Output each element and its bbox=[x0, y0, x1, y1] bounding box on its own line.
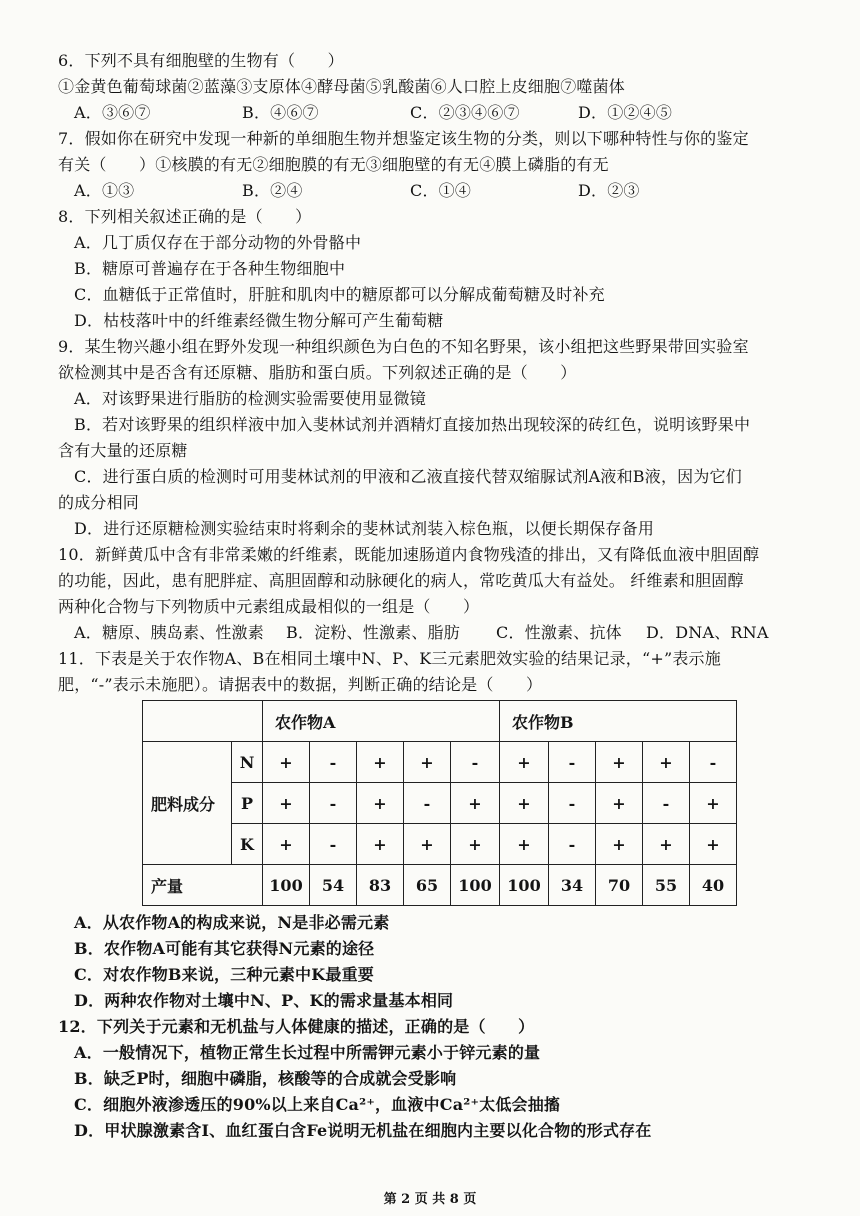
q12-option-a[interactable]: A．一般情况下，植物正常生长过程中所需钾元素小于锌元素的量 bbox=[74, 1043, 541, 1062]
q10-option-d[interactable]: D．DNA、RNA bbox=[646, 623, 769, 642]
q10-option-a[interactable]: A．糖原、胰岛素、性激素 bbox=[74, 623, 264, 642]
q9-option-a[interactable]: A．对该野果进行脂肪的检测实验需要使用显微镜 bbox=[74, 389, 426, 408]
q11-option-c[interactable]: C．对农作物B来说，三种元素中K最重要 bbox=[74, 965, 374, 984]
q11-table-wrapper bbox=[142, 700, 830, 906]
table-cell: - bbox=[451, 742, 500, 783]
table-cell: - bbox=[549, 783, 596, 824]
q7-option-c[interactable]: C．①④ bbox=[410, 181, 472, 200]
q8-option-d[interactable]: D．枯枝落叶中的纤维素经微生物分解可产生葡萄糖 bbox=[74, 311, 444, 330]
q8-option-c[interactable]: C．血糖低于正常值时，肝脏和肌肉中的糖原都可以分解成葡萄糖及时补充 bbox=[74, 285, 605, 304]
table-corner-cell bbox=[143, 701, 263, 742]
q10-stem-3: 两种化合物与下列物质中元素组成最相似的一组是（ ） bbox=[58, 597, 480, 616]
q10-stem-1: 10．新鲜黄瓜中含有非常柔嫩的纤维素，既能加速肠道内食物残渣的排出，又有降低血液中胆固醇 bbox=[58, 545, 760, 564]
q11-option-d[interactable]: D．两种农作物对土壤中N、P、K的需求量基本相同 bbox=[74, 991, 454, 1010]
table-cell: + bbox=[357, 742, 404, 783]
q7-stem-1: 7．假如你在研究中发现一种新的单细胞生物并想鉴定该生物的分类，则以下哪种特性与你的鉴定 bbox=[58, 129, 749, 148]
yield-cell: 100 bbox=[451, 865, 500, 906]
table-cell: + bbox=[404, 824, 451, 865]
q9-option-c-2: 的成分相同 bbox=[58, 493, 140, 512]
table-cell: + bbox=[263, 742, 310, 783]
table-row bbox=[143, 824, 737, 865]
page-footer: 第 2 页 共 8 页 bbox=[383, 1192, 477, 1207]
q10-option-c[interactable]: C．性激素、抗体 bbox=[496, 623, 622, 642]
table-row bbox=[143, 783, 737, 824]
q7-stem-2: 有关（ ）①核膜的有无②细胞膜的有无③细胞壁的有无④膜上磷脂的有无 bbox=[58, 155, 609, 174]
nutrient-k: K bbox=[232, 824, 263, 865]
q12-option-d[interactable]: D．甲状腺激素含I、血红蛋白含Fe说明无机盐在细胞内主要以化合物的形式存在 bbox=[74, 1121, 652, 1140]
q12-option-b[interactable]: B．缺乏P时，细胞中磷脂，核酸等的合成就会受影响 bbox=[74, 1069, 457, 1088]
q7-options bbox=[58, 178, 830, 204]
yield-cell: 65 bbox=[404, 865, 451, 906]
q10-options bbox=[58, 620, 830, 646]
q11-stem-1: 11．下表是关于农作物A、B在相同土壤中N、P、K三元素肥效实验的结果记录，“+”表示施 bbox=[58, 649, 721, 668]
table-cell: + bbox=[596, 824, 643, 865]
q9-option-c-1[interactable]: C．进行蛋白质的检测时可用斐林试剂的甲液和乙液直接代替双缩脲试剂A液和B液，因为它们 bbox=[74, 467, 742, 486]
q6-option-a[interactable]: A．③⑥⑦ bbox=[74, 103, 151, 122]
q7-option-d[interactable]: D．②③ bbox=[578, 181, 640, 200]
table-cell: + bbox=[596, 783, 643, 824]
table-cell: - bbox=[690, 742, 737, 783]
q8-stem: 8．下列相关叙述正确的是（ ） bbox=[58, 207, 312, 226]
yield-cell: 55 bbox=[643, 865, 690, 906]
q7-option-b[interactable]: B．②④ bbox=[242, 181, 303, 200]
q6-stem: 6．下列不具有细胞壁的生物有（ ） bbox=[58, 51, 344, 70]
q9-option-d[interactable]: D．进行还原糖检测实验结束时将剩余的斐林试剂装入棕色瓶，以便长期保存备用 bbox=[74, 519, 655, 538]
fertilizer-results-table bbox=[142, 700, 737, 906]
q6-items: ①金黄色葡萄球菌②蓝藻③支原体④酵母菌⑤乳酸菌⑥人口腔上皮细胞⑦噬菌体 bbox=[58, 77, 626, 96]
table-cell: - bbox=[310, 742, 357, 783]
yield-cell: 40 bbox=[690, 865, 737, 906]
q11-option-b[interactable]: B．农作物A可能有其它获得N元素的途径 bbox=[74, 939, 375, 958]
table-cell: + bbox=[357, 824, 404, 865]
q11-option-a[interactable]: A．从农作物A的构成来说，N是非必需元素 bbox=[74, 913, 390, 932]
table-cell: + bbox=[404, 742, 451, 783]
yield-cell: 100 bbox=[500, 865, 549, 906]
q12-option-c[interactable]: C．细胞外液渗透压的90%以上来自Ca²⁺，血液中Ca²⁺太低会抽搐 bbox=[74, 1095, 561, 1114]
table-cell: - bbox=[310, 824, 357, 865]
q6-option-b[interactable]: B．④⑥⑦ bbox=[242, 103, 319, 122]
yield-cell: 54 bbox=[310, 865, 357, 906]
yield-cell: 100 bbox=[263, 865, 310, 906]
exam-page bbox=[58, 40, 830, 1144]
crop-b-header: 农作物B bbox=[500, 701, 737, 742]
q8-option-b[interactable]: B．糖原可普遍存在于各种生物细胞中 bbox=[74, 259, 346, 278]
q9-option-b-2: 含有大量的还原糖 bbox=[58, 441, 188, 460]
q9-stem-2: 欲检测其中是否含有还原糖、脂肪和蛋白质。下列叙述正确的是（ ） bbox=[58, 363, 577, 382]
q6-option-d[interactable]: D．①②④⑤ bbox=[578, 103, 673, 122]
table-cell: - bbox=[549, 742, 596, 783]
q7-option-a[interactable]: A．①③ bbox=[74, 181, 135, 200]
q11-stem-2: 肥，“-”表示未施肥）。请据表中的数据，判断正确的结论是（ ） bbox=[58, 675, 543, 694]
yield-cell: 70 bbox=[596, 865, 643, 906]
table-cell: + bbox=[263, 824, 310, 865]
yield-row bbox=[143, 865, 737, 906]
q6-option-c[interactable]: C．②③④⑥⑦ bbox=[410, 103, 520, 122]
table-cell: + bbox=[500, 783, 549, 824]
crop-a-header: 农作物A bbox=[263, 701, 500, 742]
table-cell: + bbox=[451, 824, 500, 865]
table-cell: + bbox=[451, 783, 500, 824]
q9-option-b-1[interactable]: B．若对该野果的组织样液中加入斐林试剂并酒精灯直接加热出现较深的砖红色，说明该野果中 bbox=[74, 415, 751, 434]
q12-stem: 12．下列关于元素和无机盐与人体健康的描述，正确的是（ ） bbox=[58, 1017, 535, 1036]
q8-option-a[interactable]: A．几丁质仅存在于部分动物的外骨骼中 bbox=[74, 233, 362, 252]
table-cell: + bbox=[643, 742, 690, 783]
table-cell: + bbox=[357, 783, 404, 824]
table-row bbox=[143, 742, 737, 783]
table-cell: - bbox=[404, 783, 451, 824]
table-cell: - bbox=[310, 783, 357, 824]
table-cell: + bbox=[596, 742, 643, 783]
table-cell: + bbox=[643, 824, 690, 865]
q10-option-b[interactable]: B．淀粉、性激素、脂肪 bbox=[286, 623, 460, 642]
yield-cell: 83 bbox=[357, 865, 404, 906]
yield-label: 产量 bbox=[143, 865, 263, 906]
nutrient-p: P bbox=[232, 783, 263, 824]
fertilizer-label: 肥料成分 bbox=[143, 742, 232, 865]
q6-options bbox=[58, 100, 830, 126]
table-header-row bbox=[143, 701, 737, 742]
table-cell: + bbox=[690, 824, 737, 865]
table-cell: - bbox=[643, 783, 690, 824]
yield-cell: 34 bbox=[549, 865, 596, 906]
nutrient-n: N bbox=[232, 742, 263, 783]
table-cell: + bbox=[500, 742, 549, 783]
table-cell: + bbox=[500, 824, 549, 865]
table-cell: + bbox=[263, 783, 310, 824]
q9-stem-1: 9．某生物兴趣小组在野外发现一种组织颜色为白色的不知名野果，该小组把这些野果带回实验室 bbox=[58, 337, 749, 356]
table-cell: + bbox=[690, 783, 737, 824]
table-cell: - bbox=[549, 824, 596, 865]
q10-stem-2: 的功能，因此，患有肥胖症、高胆固醇和动脉硬化的病人，常吃黄瓜大有益处。 纤维素和胆固醇 bbox=[58, 571, 744, 590]
